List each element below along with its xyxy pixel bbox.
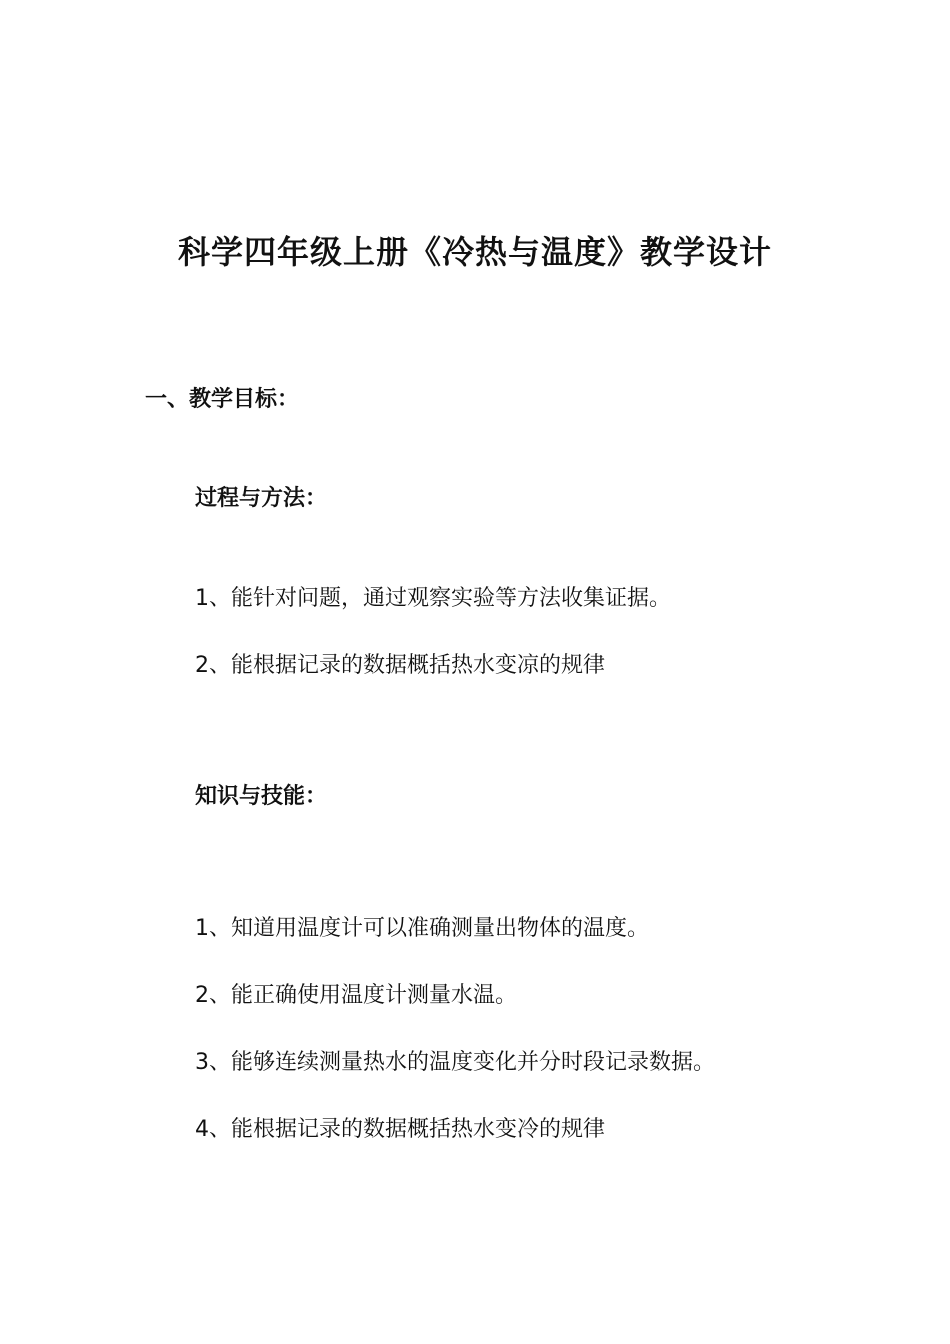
list-item: 2、能根据记录的数据概括热水变凉的规律 [195,653,605,678]
subsection-heading-process-methods: 过程与方法： [195,486,328,511]
section-heading-teaching-goals: 一、教学目标： [145,387,300,412]
list-item: 4、能根据记录的数据概括热水变冷的规律 [195,1117,605,1142]
subsection-heading-knowledge-skills: 知识与技能： [195,784,328,809]
list-item: 1、知道用温度计可以准确测量出物体的温度。 [195,916,649,941]
list-item: 1、能针对问题，通过观察实验等方法收集证据。 [195,586,671,611]
list-item: 3、能够连续测量热水的温度变化并分时段记录数据。 [195,1050,715,1075]
list-item: 2、能正确使用温度计测量水温。 [195,983,517,1008]
document-title: 科学四年级上册《冷热与温度》教学设计 [177,233,772,271]
